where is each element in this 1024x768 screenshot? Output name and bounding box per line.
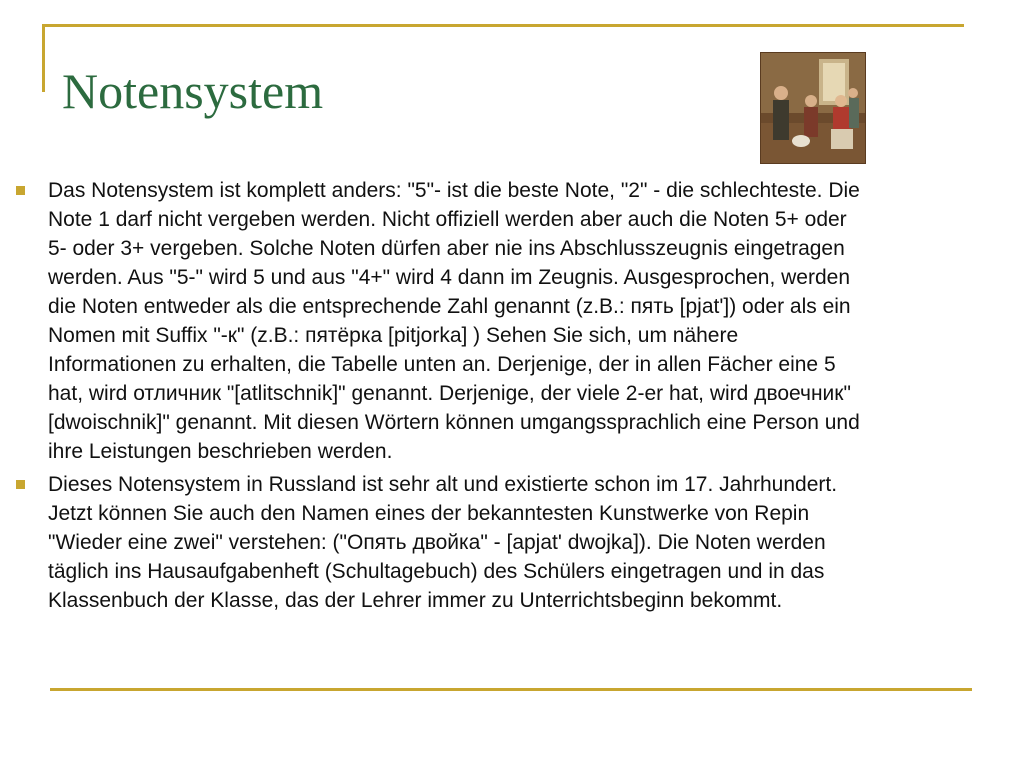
repin-painting-image [760,52,866,164]
bullet-square-icon [16,186,25,195]
bullet-item [16,470,862,615]
bullet-text: Dieses Notensystem in Russland ist sehr alt und existierte schon im 17. Jahrhundert. Jetzt können Sie auch den Namen eines der bekanntesten Kunstwerke von Repin "Wieder eine zwei" verstehen: ("Опять двойка" - [apjat' dwojka]). Die Noten werden täglich ins Hausaufgabenheft (Schultagebuch) des Schülers eingetragen und in das Klassenbuch der Klasse, das der Lehrer immer zu Unterrichtsbeginn bekommt. [48,473,838,612]
frame-top-line [42,24,964,27]
frame-bottom-line [50,688,972,691]
bullet-square-icon [16,480,25,489]
bullet-text: Das Notensystem ist komplett anders: "5"- ist die beste Note, "2" - die schlechteste. Die Note 1 darf nicht vergeben werden. Nicht offiziell werden aber auch die Noten 5+ oder 5- oder 3+ vergeben. Solche Noten dürfen aber nie ins Abschlusszeugnis eingetragen werden. Aus "5-" wird 5 und aus "4+" wird 4 dann im Zeugnis. Ausgesprochen, werden die Noten entweder als die entsprechende Zahl genannt (z.B.: пять [pjat']) oder als ein Nomen mit Suffix "-к" (z.B.: пятёрка [pitjorka] ) Sehen Sie sich, um nähere Informationen zu erhalten, die Tabelle unten an. Derjenige, der in allen Fächer eine 5 hat, wird отличник "[atlitschnik]" genannt. Derjenige, der viele 2-er hat, wird двоечник" [dwoischnik]" genannt. Mit diesen Wörtern können umgangssprachlich eine Person und ihre Leistungen beschrieben werden. [48,179,860,463]
bullet-item [16,176,862,466]
slide-title: Notensystem [62,63,324,119]
bullet-list [16,176,862,619]
frame-left-line [42,24,45,92]
